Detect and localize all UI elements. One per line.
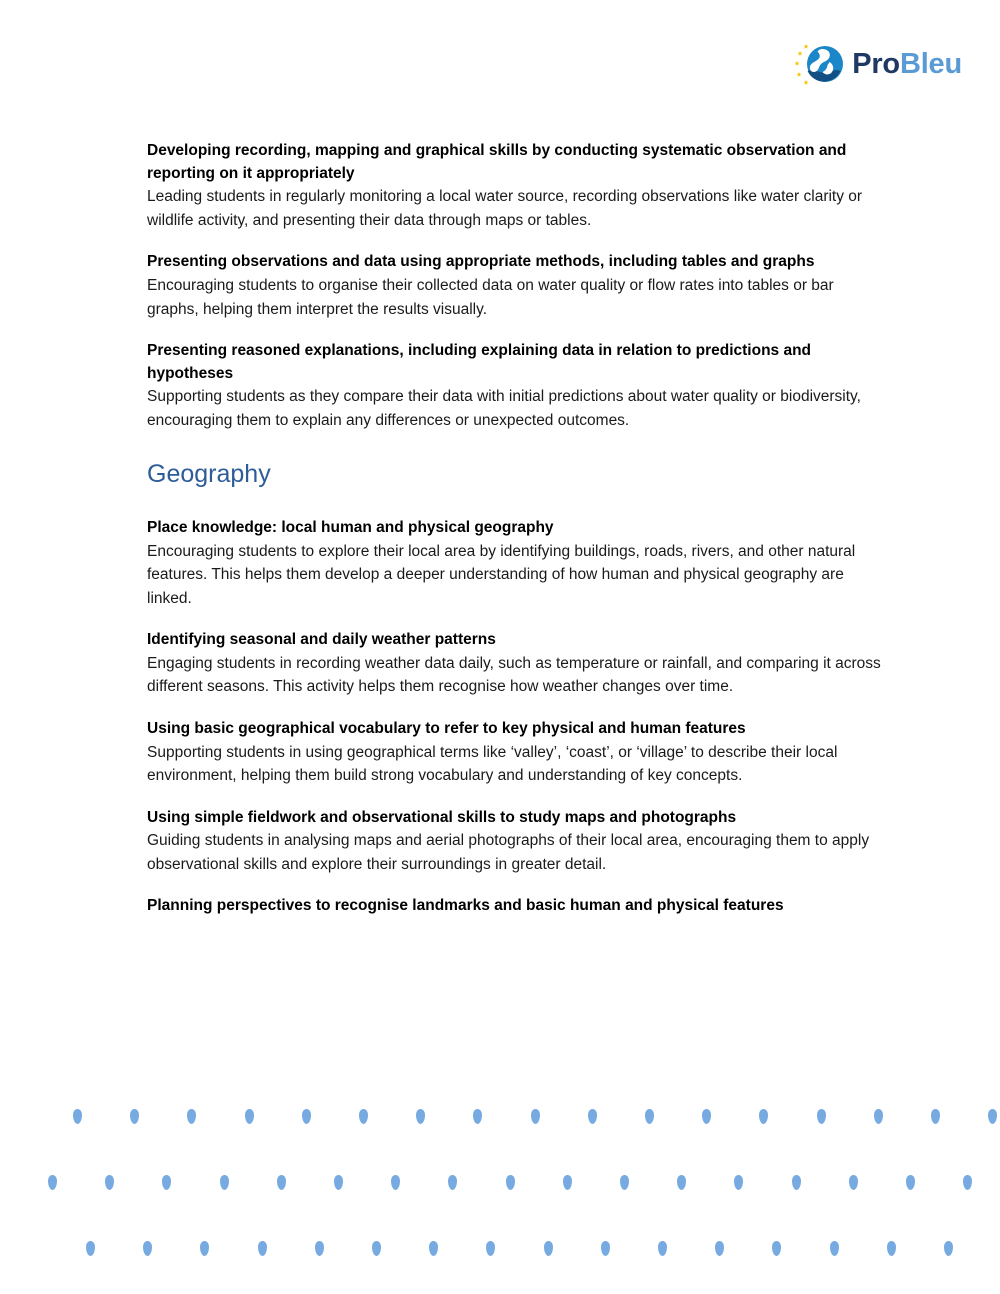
entry-body: Encouraging students to explore their local area by identifying buildings, roads, rivers, and other natural features. This helps them develop a deeper understanding of how human and physical geography are linked. (147, 542, 856, 607)
water-droplet-icon (944, 1241, 953, 1256)
water-droplet-icon (531, 1109, 540, 1124)
water-droplet-icon (792, 1175, 801, 1190)
water-droplet-icon (86, 1241, 95, 1256)
water-droplet-icon (759, 1109, 768, 1124)
water-droplet-icon (105, 1175, 114, 1190)
content-block (147, 629, 889, 699)
entry-title: Planning perspectives to recognise landmarks and basic human and physical features (147, 897, 784, 915)
entry-body: Encouraging students to organise their collected data on water quality or flow rates into tables or bar graphs, helping them interpret the results visually. (147, 276, 834, 318)
water-droplet-icon (931, 1109, 940, 1124)
problem-logo-mark-icon (792, 38, 844, 90)
section-heading-geography: Geography (147, 460, 271, 489)
water-droplet-icon (334, 1175, 343, 1190)
entry-body: Supporting students in using geographical terms like ‘valley’, ‘coast’, or ‘village’ to describe their local environment, helping them build strong vocabulary and understanding of key concepts. (147, 743, 838, 785)
entry-body: Guiding students in analysing maps and aerial photographs of their local area, encouraging them to apply observational skills and explore their surroundings in greater detail. (147, 832, 870, 873)
water-droplet-icon (849, 1175, 858, 1190)
water-droplet-icon (906, 1175, 915, 1190)
water-droplet-icon (200, 1241, 209, 1256)
water-droplet-icon (48, 1175, 57, 1190)
water-droplet-icon (448, 1175, 457, 1190)
water-droplet-icon (715, 1241, 724, 1256)
content-block (147, 807, 889, 877)
water-droplet-icon (245, 1109, 254, 1124)
water-droplet-icon (220, 1175, 229, 1190)
droplet-row (0, 1241, 1000, 1261)
water-droplet-icon (702, 1109, 711, 1124)
content-block (147, 340, 889, 432)
entry-body: Supporting students as they compare their data with initial predictions about water quality or biodiversity, encouraging them to explain any differences or unexpected outcomes. (147, 388, 861, 429)
water-droplet-icon (258, 1241, 267, 1256)
water-droplet-icon (588, 1109, 597, 1124)
water-droplet-icon (277, 1175, 286, 1190)
content-block (147, 140, 889, 232)
water-droplet-icon (645, 1109, 654, 1124)
water-droplet-icon (391, 1175, 400, 1190)
water-droplet-icon (677, 1175, 686, 1190)
content-block (147, 517, 889, 610)
water-droplet-icon (620, 1175, 629, 1190)
page-header (0, 0, 1000, 118)
water-droplet-icon (988, 1109, 997, 1124)
problem-logo[interactable] (792, 38, 962, 90)
water-droplet-icon (887, 1241, 896, 1256)
document-content (147, 140, 889, 918)
entry-title: Place knowledge: local human and physical geography (147, 518, 554, 536)
water-droplet-icon (143, 1241, 152, 1256)
entry-title: Presenting reasoned explanations, including explaining data in relation to predictions and hypotheses (147, 342, 812, 382)
entry-title: Using simple fieldwork and observational skills to study maps and photographs (147, 808, 737, 826)
entry-title: Using basic geographical vocabulary to refer to key physical and human features (147, 719, 746, 737)
water-droplet-icon (563, 1175, 572, 1190)
entry-title: Developing recording, mapping and graphical skills by conducting systematic observation and reporting on it appropriately (147, 142, 847, 182)
logo-word-bleu: Bleu (899, 47, 962, 80)
droplet-row (0, 1175, 1000, 1195)
water-droplet-icon (658, 1241, 667, 1256)
content-block (147, 718, 889, 788)
water-droplet-icon (429, 1241, 438, 1256)
water-droplet-icon (817, 1109, 826, 1124)
content-block (147, 251, 889, 321)
water-droplet-icon (830, 1241, 839, 1256)
entry-title: Identifying seasonal and daily weather patterns (147, 631, 496, 649)
content-block (147, 895, 889, 918)
water-droplet-icon (302, 1109, 311, 1124)
water-droplet-icon (963, 1175, 972, 1190)
water-droplet-icon (162, 1175, 171, 1190)
water-droplet-icon (734, 1175, 743, 1190)
water-droplet-icon (601, 1241, 610, 1256)
water-droplet-icon (130, 1109, 139, 1124)
water-droplet-icon (473, 1109, 482, 1124)
entry-body: Engaging students in recording weather data daily, such as temperature or rainfall, and comparing it across different seasons. This activity helps them recognise how weather changes over time. (147, 654, 881, 696)
water-droplet-icon (315, 1241, 324, 1256)
water-droplet-icon (506, 1175, 515, 1190)
water-droplet-icon (372, 1241, 381, 1256)
entry-body: Leading students in regularly monitoring a local water source, recording observations like water clarity or wildlife activity, and presenting their data through maps or tables. (147, 188, 863, 229)
water-droplet-icon (544, 1241, 553, 1256)
water-droplet-icon (874, 1109, 883, 1124)
droplet-row (0, 1109, 1000, 1129)
water-droplet-icon (486, 1241, 495, 1256)
water-droplet-icon (187, 1109, 196, 1124)
problem-logo-wordmark (852, 47, 962, 80)
water-droplet-icon (73, 1109, 82, 1124)
water-droplet-icon (359, 1109, 368, 1124)
water-droplet-icon (416, 1109, 425, 1124)
entry-title: Presenting observations and data using appropriate methods, including tables and graphs (147, 253, 815, 271)
water-droplet-icon (772, 1241, 781, 1256)
water-droplet-pattern (0, 1084, 1000, 1294)
logo-word-pro: Pro (852, 47, 900, 80)
